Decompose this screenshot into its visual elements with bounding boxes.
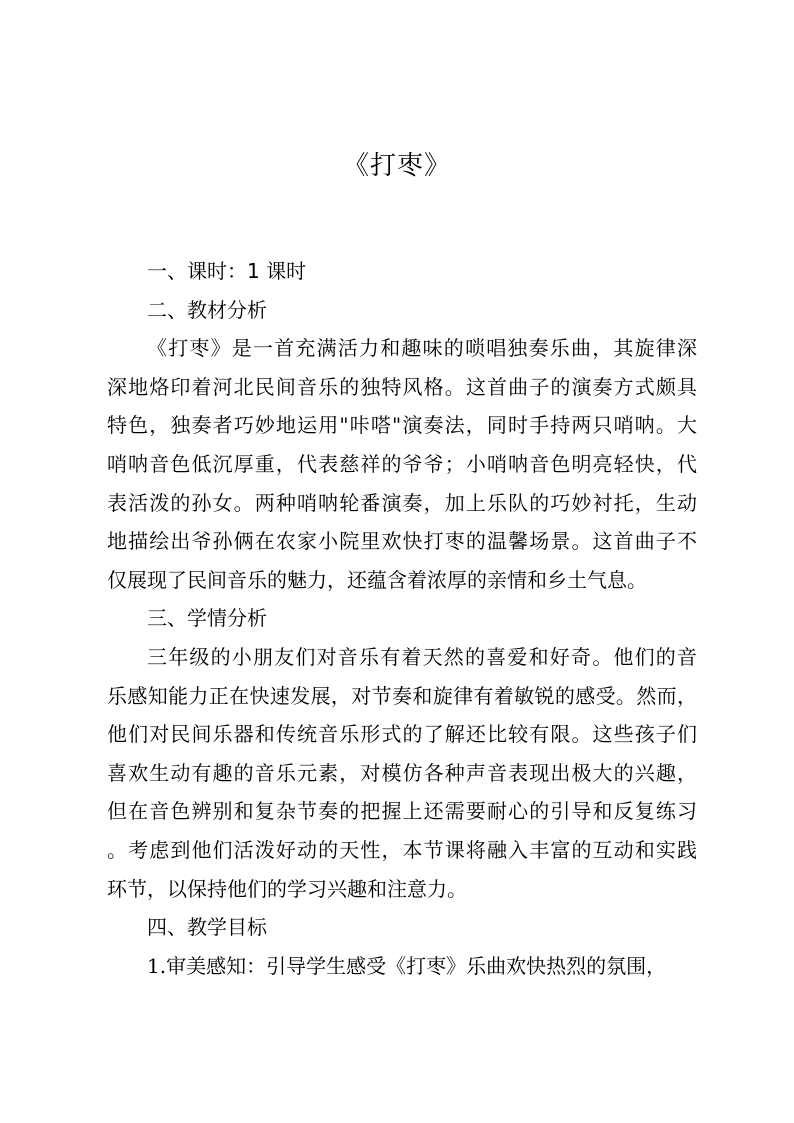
paragraph-line: 《打枣》是一首充满活力和趣味的唢唱独奏乐曲，其旋律深 <box>147 336 697 361</box>
paragraph-line: 喜欢生动有趣的音乐元素，对模仿各种声音表现出极大的兴趣， <box>107 760 697 785</box>
paragraph-line: 三年级的小朋友们对音乐有着天然的喜爱和好奇。他们的音 <box>147 644 697 669</box>
paragraph-line: 他们对民间乐器和传统音乐形式的了解还比较有限。这些孩子们 <box>107 722 697 747</box>
heading-student-analysis: 三、学情分析 <box>147 606 267 631</box>
paragraph-line: 特色，独奏者巧妙地运用"咔嗒"演奏法，同时手持两只哨呐。大 <box>107 413 697 438</box>
document-title: 《打枣》 <box>342 151 451 181</box>
paragraph-line: 哨呐音色低沉厚重，代表慈祥的爷爷；小哨呐音色明亮轻快，代 <box>107 451 697 476</box>
heading-class-hours: 一、课时：1 课时 <box>147 259 307 283</box>
paragraph-line: 但在音色辨别和复杂节奏的把握上还需要耐心的引导和反复练习 <box>107 799 697 824</box>
paragraph-line: 。考虑到他们活泼好动的天性，本节课将融入丰富的互动和实践 <box>107 837 697 862</box>
document-body <box>107 252 697 985</box>
heading-teaching-goals: 四、教学目标 <box>147 915 267 940</box>
paragraph-line: 地描绘出爷孙俩在农家小院里欢快打枣的温馨场景。这首曲子不 <box>107 529 697 554</box>
heading-material-analysis: 二、教材分析 <box>147 297 267 322</box>
paragraph-line: 深地烙印着河北民间音乐的独特风格。这首曲子的演奏方式颇具 <box>107 374 697 399</box>
paragraph-line: 1.审美感知：引导学生感受《打枣》乐曲欢快热烈的氛围， <box>147 953 667 978</box>
paragraph-line: 环节，以保持他们的学习兴趣和注意力。 <box>107 876 467 901</box>
paragraph-line: 乐感知能力正在快速发展，对节奏和旋律有着敏锐的感受。然而， <box>107 683 697 708</box>
paragraph-line: 仅展现了民间音乐的魅力，还蕴含着浓厚的亲情和乡土气息。 <box>107 567 647 592</box>
paragraph-line: 表活泼的孙女。两种哨呐轮番演奏，加上乐队的巧妙衬托，生动 <box>107 490 697 515</box>
